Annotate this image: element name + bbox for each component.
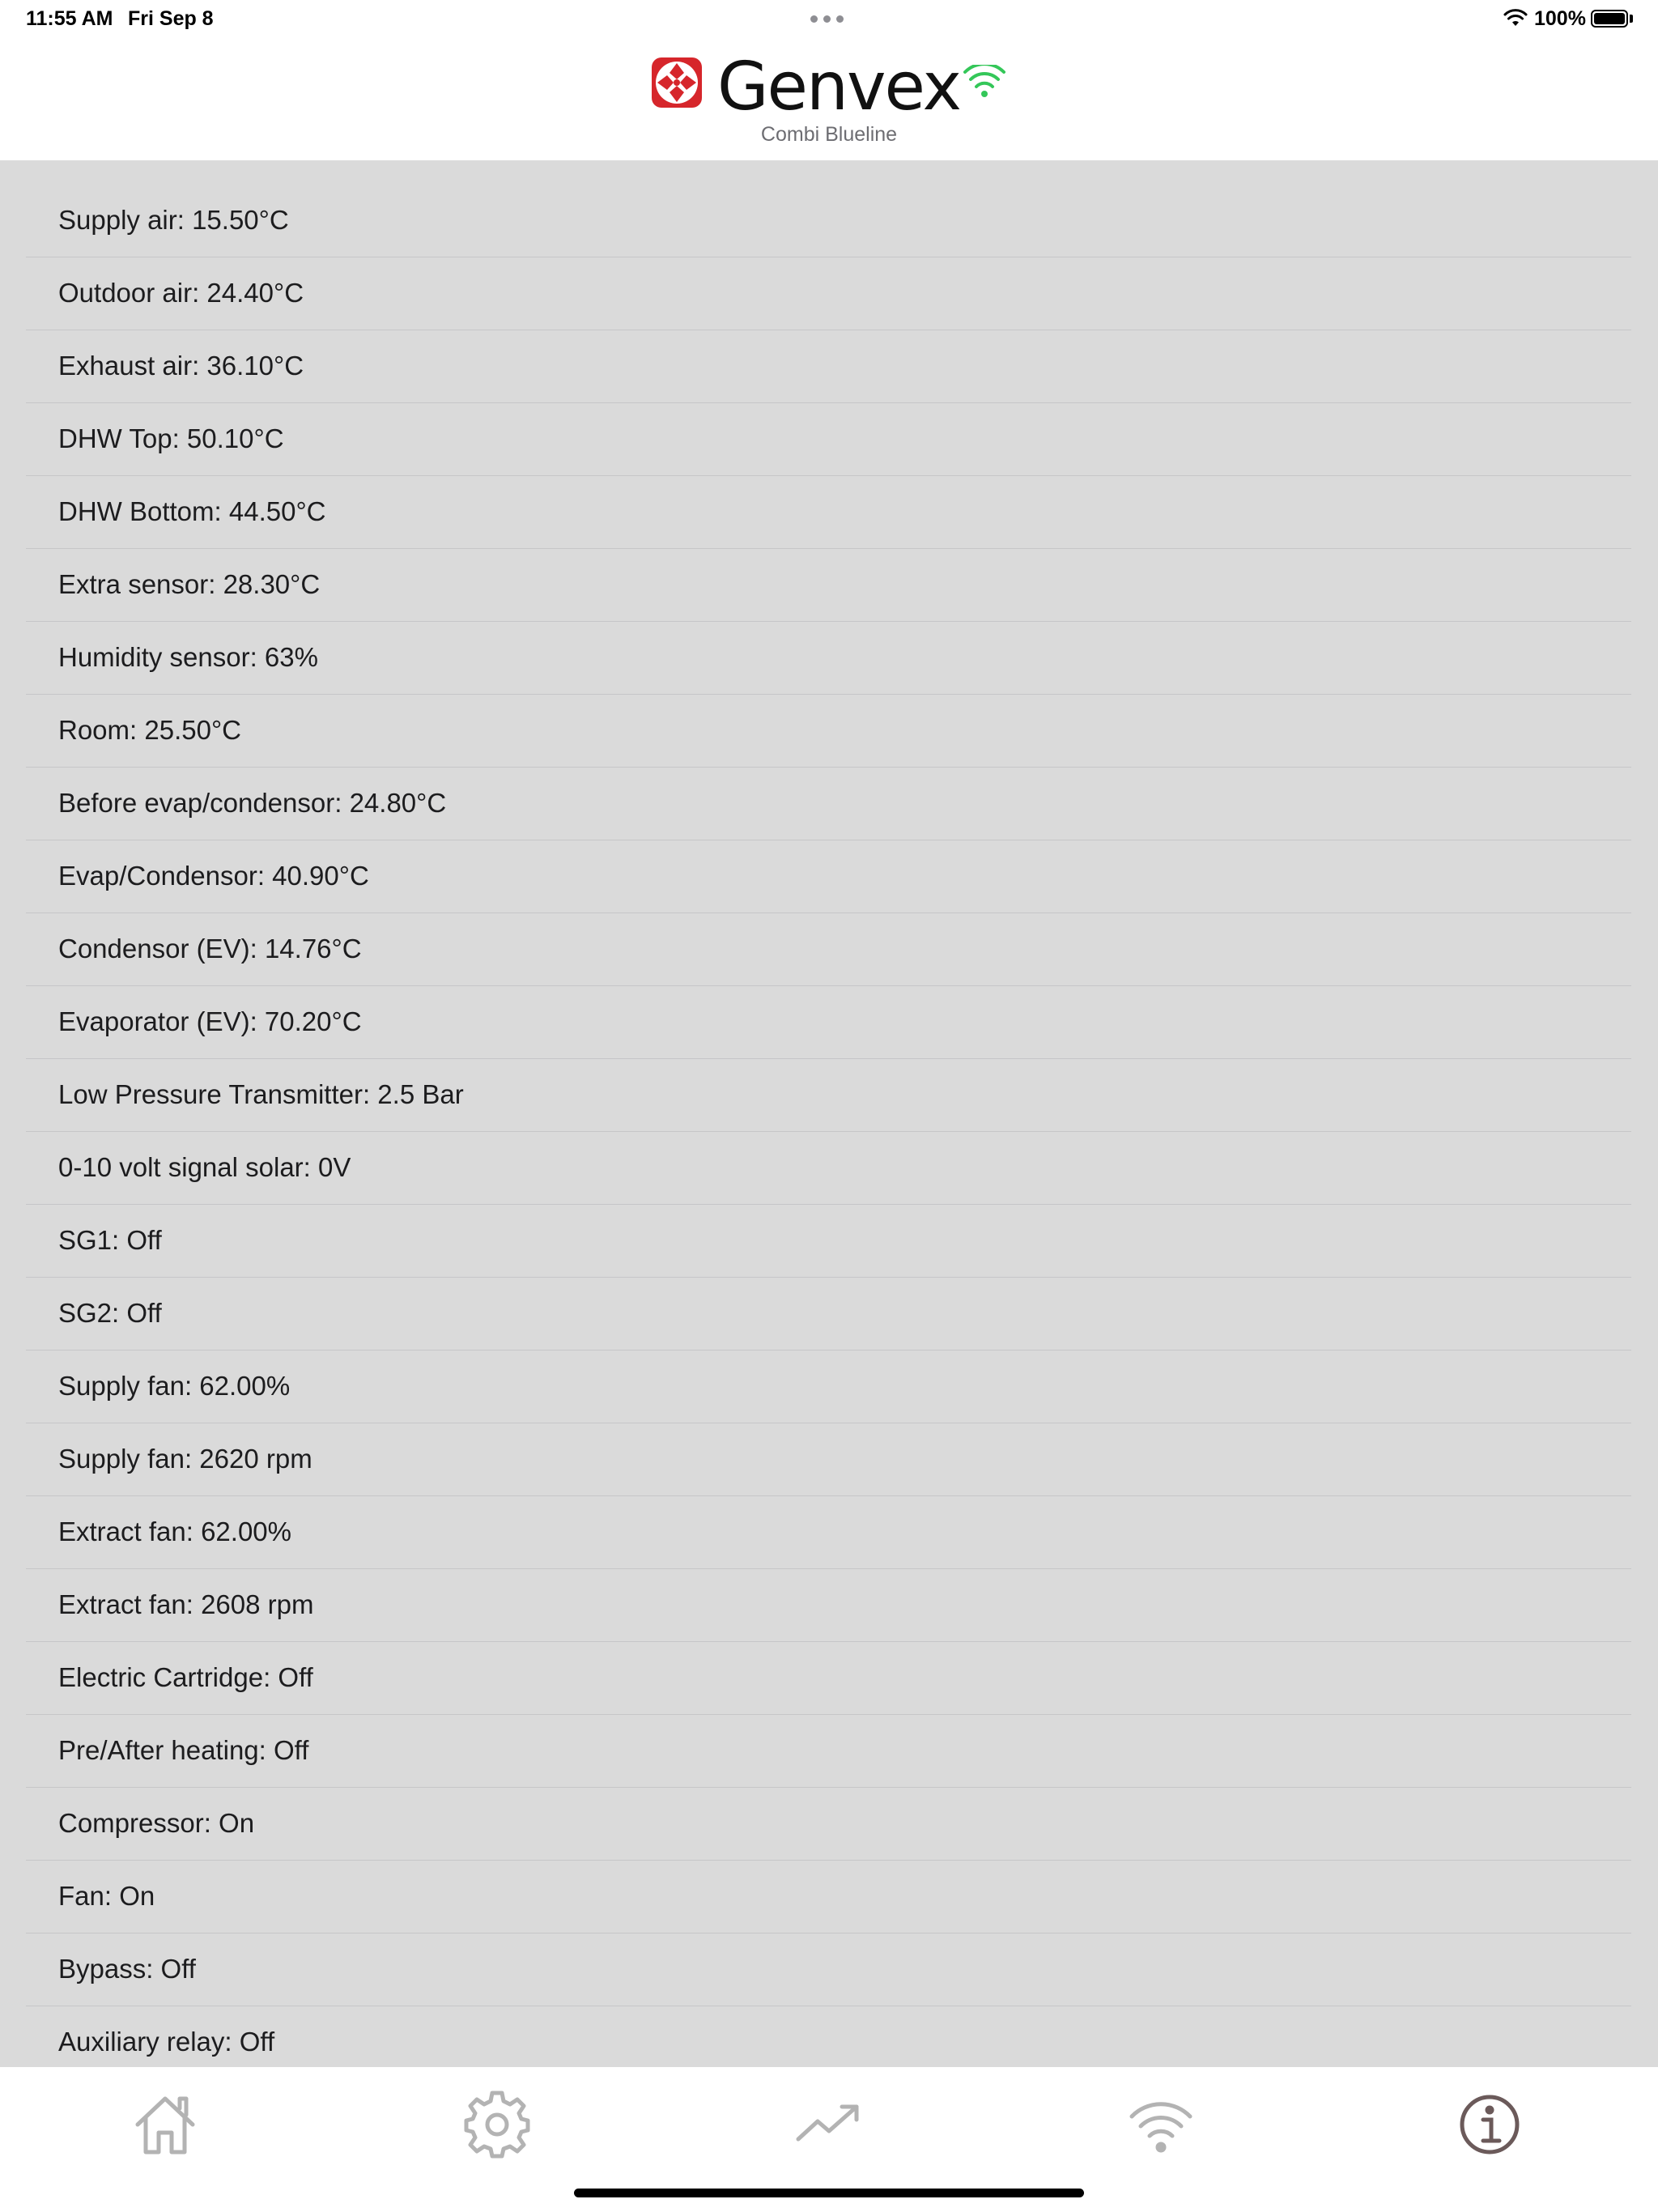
list-item: [26, 1788, 1631, 1861]
reading-text: Before evap/condensor: 24.80°C: [58, 788, 447, 818]
reading-text: Electric Cartridge: Off: [58, 1662, 313, 1692]
genvex-logo-icon: [651, 57, 703, 108]
list-item: [26, 549, 1631, 622]
status-date: Fri Sep 8: [128, 7, 214, 30]
reading-text: 0-10 volt signal solar: 0V: [58, 1152, 351, 1182]
trend-icon: [795, 2091, 863, 2159]
reading-text: Extract fan: 62.00%: [58, 1516, 291, 1546]
reading-text: DHW Top: 50.10°C: [58, 423, 284, 453]
reading-text: SG1: Off: [58, 1225, 162, 1255]
list-item: [26, 476, 1631, 549]
list-item: [26, 1642, 1631, 1715]
battery-cap: [1630, 15, 1633, 23]
reading-text: Auxiliary relay: Off: [58, 2027, 275, 2057]
reading-text: Compressor: On: [58, 1808, 255, 1838]
list-item: [26, 1933, 1631, 2006]
tab-trends[interactable]: [793, 2088, 865, 2161]
reading-text: Supply air: 15.50°C: [58, 205, 289, 235]
reading-text: Room: 25.50°C: [58, 715, 241, 745]
list-item: [26, 185, 1631, 257]
multitasking-dots-icon[interactable]: [810, 15, 844, 23]
tab-info[interactable]: [1453, 2088, 1526, 2161]
battery-percentage: 100%: [1534, 7, 1586, 30]
status-bar: [0, 0, 1658, 39]
status-wifi-icon: [1503, 9, 1528, 27]
list-item: [26, 1132, 1631, 1205]
reading-text: Evaporator (EV): 70.20°C: [58, 1006, 362, 1036]
reading-text: Pre/After heating: Off: [58, 1735, 309, 1765]
tab-settings[interactable]: [461, 2088, 534, 2161]
readings-panel[interactable]: [0, 160, 1658, 2067]
list-item: [26, 695, 1631, 768]
device-model: Combi Blueline: [760, 123, 898, 146]
connection-status-icon: [963, 65, 1005, 99]
list-item: [26, 257, 1631, 330]
list-item: [26, 1278, 1631, 1351]
reading-text: Supply fan: 2620 rpm: [58, 1444, 312, 1474]
list-item: [26, 1351, 1631, 1423]
list-item: [26, 913, 1631, 986]
reading-text: Condensor (EV): 14.76°C: [58, 934, 362, 963]
list-item: [26, 403, 1631, 476]
list-item: [26, 1205, 1631, 1278]
reading-text: Humidity sensor: 63%: [58, 642, 318, 672]
battery-icon: [1591, 10, 1628, 28]
brand: [648, 49, 1012, 125]
info-icon: [1456, 2091, 1524, 2159]
status-time: 11:55 AM: [26, 7, 113, 30]
reading-text: Outdoor air: 24.40°C: [58, 278, 304, 308]
list-item: [26, 622, 1631, 695]
list-item: [26, 1569, 1631, 1642]
list-item: [26, 840, 1631, 913]
list-item: [26, 1496, 1631, 1569]
home-icon: [131, 2091, 199, 2159]
reading-text: Evap/Condensor: 40.90°C: [58, 861, 369, 891]
tab-bar: [0, 2067, 1658, 2212]
tab-connection[interactable]: [1124, 2088, 1197, 2161]
list-item: [26, 330, 1631, 403]
list-item: [26, 1861, 1631, 1933]
gear-icon: [463, 2091, 531, 2159]
reading-text: Extract fan: 2608 rpm: [58, 1589, 314, 1619]
list-item: [26, 986, 1631, 1059]
list-item: [26, 1423, 1631, 1496]
reading-text: Fan: On: [58, 1881, 155, 1911]
list-item: [26, 2006, 1631, 2067]
brand-name: Genvex: [717, 49, 961, 125]
reading-text: Low Pressure Transmitter: 2.5 Bar: [58, 1079, 464, 1109]
reading-text: Extra sensor: 28.30°C: [58, 569, 321, 599]
home-indicator[interactable]: [574, 2189, 1084, 2197]
reading-text: DHW Bottom: 44.50°C: [58, 496, 326, 526]
reading-text: SG2: Off: [58, 1298, 162, 1328]
list-item: [26, 768, 1631, 840]
wifi-icon: [1127, 2091, 1195, 2159]
tab-home[interactable]: [129, 2088, 202, 2161]
reading-text: Bypass: Off: [58, 1954, 196, 1984]
reading-text: Exhaust air: 36.10°C: [58, 351, 304, 381]
reading-text: Supply fan: 62.00%: [58, 1371, 291, 1401]
readings-list: [26, 185, 1631, 2067]
list-item: [26, 1715, 1631, 1788]
list-item: [26, 1059, 1631, 1132]
app-header: [0, 39, 1658, 160]
